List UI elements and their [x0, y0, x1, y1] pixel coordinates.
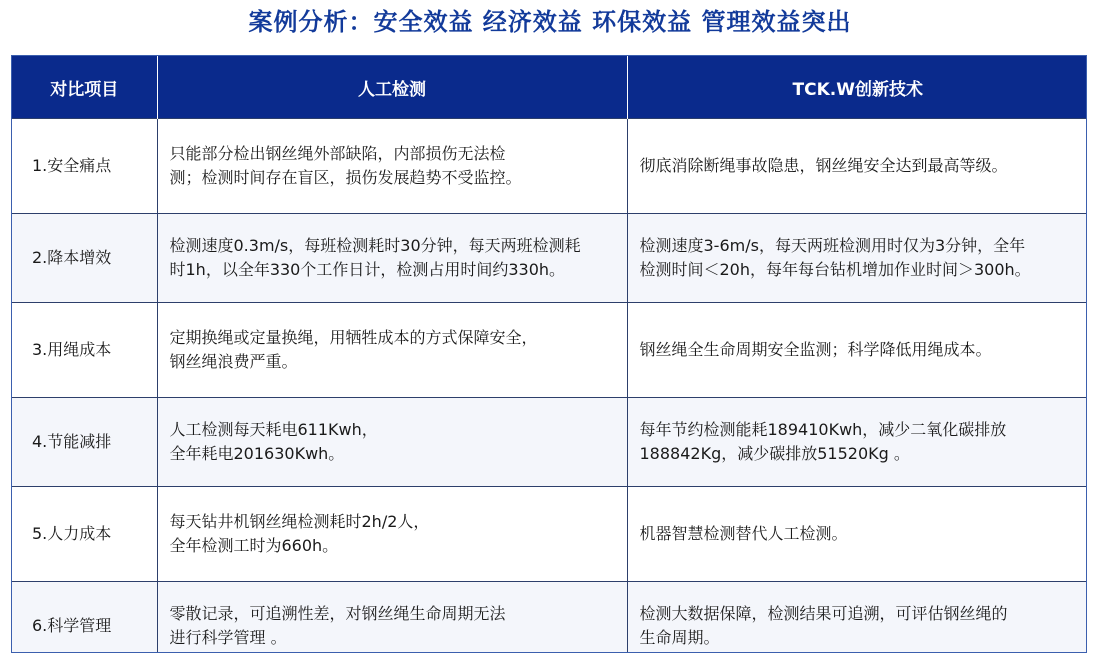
cell-line: 只能部分检出钢丝绳外部缺陷，内部损伤无法检 [169, 144, 506, 163]
row-item: 1.安全痛点 [12, 119, 157, 214]
table-header [12, 56, 1087, 119]
row-item: 5.人力成本 [12, 487, 157, 582]
row-item: 3.用绳成本 [12, 303, 157, 398]
header-item: 对比项目 [12, 56, 157, 119]
cell-line: 每天钻井机钢丝绳检测耗时2h/2人， [169, 512, 430, 531]
row-manual [157, 487, 627, 582]
row-manual [157, 214, 627, 303]
cell-line: 时1h，以全年330个工作日计，检测占用时间约330h。 [169, 260, 566, 279]
row-tck [627, 303, 1087, 398]
row-manual [157, 398, 627, 487]
cell-line: 生命周期。 [639, 628, 720, 648]
row-tck [627, 119, 1087, 214]
table-row [12, 582, 1087, 654]
cell-line: 钢丝绳浪费严重。 [169, 352, 298, 371]
row-tck [627, 398, 1087, 487]
cell-line: 188842Kg，减少碳排放51520Kg 。 [639, 444, 910, 463]
page-title: 案例分析：安全效益 经济效益 环保效益 管理效益突出 [248, 8, 852, 36]
cell-line: 机器智慧检测替代人工检测。 [639, 524, 848, 543]
cell-line: 人工检测每天耗电611Kwh， [169, 420, 378, 439]
table-row [12, 487, 1087, 582]
table-row [12, 398, 1087, 487]
cell-line: 测；检测时间存在盲区，损伤发展趋势不受监控。 [169, 168, 522, 187]
cell-line: 检测大数据保障，检测结果可追溯，可评估钢丝绳的 [639, 604, 1008, 624]
comparison-table [11, 55, 1087, 653]
cell-line: 检测速度0.3m/s，每班检测耗时30分钟，每天两班检测耗 [169, 236, 581, 255]
row-item: 6.科学管理 [12, 582, 157, 654]
table-row [12, 119, 1087, 214]
cell-line: 定期换绳或定量换绳，用牺牲成本的方式保障安全， [169, 328, 538, 347]
header-tck: TCK.W创新技术 [627, 56, 1087, 119]
table-row [12, 303, 1087, 398]
row-manual [157, 303, 627, 398]
cell-line: 检测速度3-6m/s，每天两班检测用时仅为3分钟，全年 [639, 236, 1026, 255]
table-body [12, 119, 1087, 654]
cell-line: 全年耗电201630Kwh。 [169, 444, 345, 463]
cell-line: 零散记录，可追溯性差，对钢丝绳生命周期无法 [169, 604, 506, 624]
row-manual [157, 119, 627, 214]
row-item: 2.降本增效 [12, 214, 157, 303]
row-item: 4.节能减排 [12, 398, 157, 487]
row-manual [157, 582, 627, 654]
table-row [12, 214, 1087, 303]
comparison-table-grid [12, 56, 1087, 653]
cell-line: 彻底消除断绳事故隐患，钢丝绳安全达到最高等级。 [639, 156, 1008, 175]
cell-line: 钢丝绳全生命周期安全监测；科学降低用绳成本。 [639, 340, 992, 359]
cell-line: 检测时间＜20h，每年每台钻机增加作业时间＞300h。 [639, 260, 1031, 279]
row-tck [627, 487, 1087, 582]
table-header-row [12, 56, 1087, 119]
cell-line: 进行科学管理 。 [169, 628, 287, 648]
header-manual: 人工检测 [157, 56, 627, 119]
row-tck [627, 582, 1087, 654]
cell-line: 全年检测工时为660h。 [169, 536, 339, 555]
cell-line: 每年节约检测能耗189410Kwh，减少二氧化碳排放 [639, 420, 1007, 439]
row-tck [627, 214, 1087, 303]
